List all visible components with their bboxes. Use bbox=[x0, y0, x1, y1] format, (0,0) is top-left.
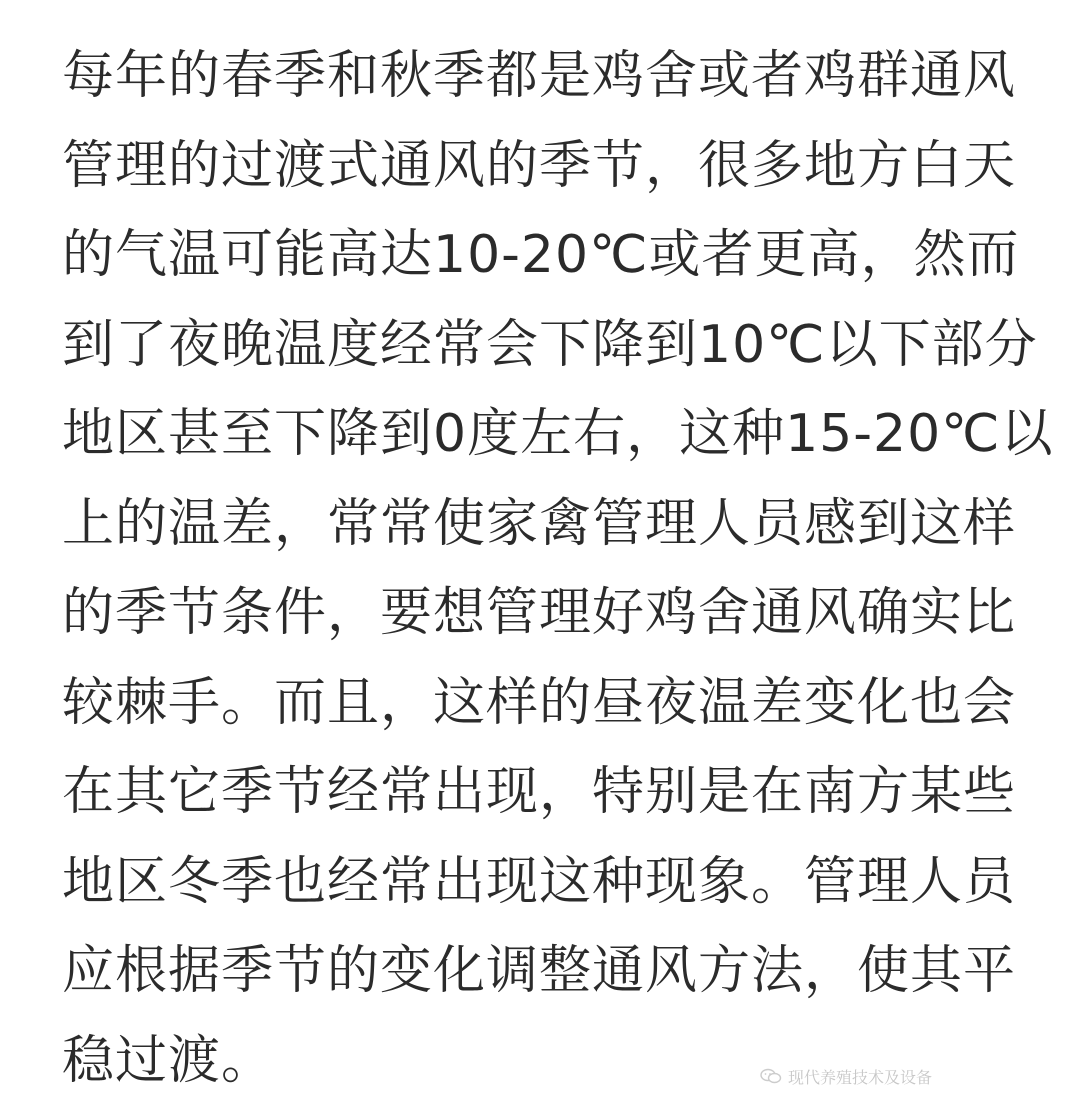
article-line: 每年的春季和秋季都是鸡舍或者鸡群通风 bbox=[62, 32, 1022, 122]
watermark-text: 现代养殖技术及设备 bbox=[788, 1065, 932, 1088]
article-line: 地区冬季也经常出现这种现象。管理人员 bbox=[62, 838, 1022, 928]
article-line: 管理的过渡式通风的季节，很多地方白天 bbox=[62, 122, 1022, 212]
article-body bbox=[62, 32, 1022, 1106]
article-line: 在其它季节经常出现，特别是在南方某些 bbox=[62, 748, 1022, 838]
article-line: 的气温可能高达10-20℃或者更高，然而 bbox=[62, 211, 1022, 301]
article-line: 的季节条件，要想管理好鸡舍通风确实比 bbox=[62, 569, 1022, 659]
article-line: 地区甚至下降到0度左右，这种15-20℃以 bbox=[62, 390, 1022, 480]
watermark bbox=[760, 1066, 932, 1086]
article-line: 上的温差，常常使家禽管理人员感到这样 bbox=[62, 480, 1022, 570]
wechat-icon bbox=[760, 1068, 782, 1084]
article-line: 到了夜晚温度经常会下降到10℃以下部分 bbox=[62, 301, 1022, 391]
article-line: 稳过渡。 bbox=[62, 1017, 1022, 1106]
article-line: 应根据季节的变化调整通风方法，使其平 bbox=[62, 927, 1022, 1017]
article-line: 较棘手。而且，这样的昼夜温差变化也会 bbox=[62, 659, 1022, 749]
